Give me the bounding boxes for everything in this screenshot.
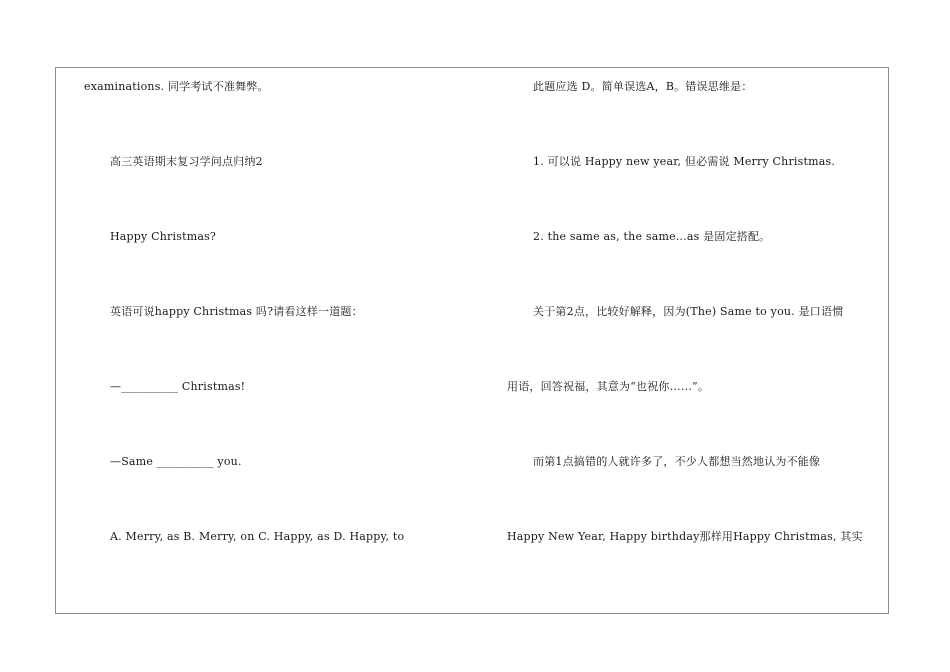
left-line-4: 英语可说happy Christmas 吗?请看这样一道题：	[110, 305, 363, 318]
right-line-7: Happy New Year, Happy birthday那样用Happy Christmas, 其实	[507, 530, 863, 543]
left-line-1: examinations. 同学考试不准舞弊。	[84, 80, 269, 93]
left-line-2-heading: 高三英语期末复习学问点归纳2	[110, 155, 263, 168]
left-line-5-blank: —__________ Christmas!	[110, 380, 246, 393]
right-line-4: 关于第2点，比较好解释，因为(The) Same to you. 是口语惯	[533, 305, 844, 318]
right-line-2: 1. 可以说 Happy new year, 但必需说 Merry Christmas.	[533, 155, 836, 168]
left-line-6-blank: —Same __________ you.	[110, 455, 242, 468]
right-line-5: 用语，回答祝福，其意为“也祝你……”。	[507, 380, 710, 393]
right-line-6: 而第1点搞错的人就许多了，不少人都想当然地认为不能像	[533, 455, 821, 468]
right-line-1: 此题应选 D。简单误选A，B。错误思维是：	[533, 80, 753, 93]
left-line-3: Happy Christmas?	[110, 230, 217, 243]
right-line-3: 2. the same as, the same...as 是固定搭配。	[533, 230, 771, 243]
left-line-7-options: A. Merry, as B. Merry, on C. Happy, as D. Happy, to	[110, 530, 405, 543]
